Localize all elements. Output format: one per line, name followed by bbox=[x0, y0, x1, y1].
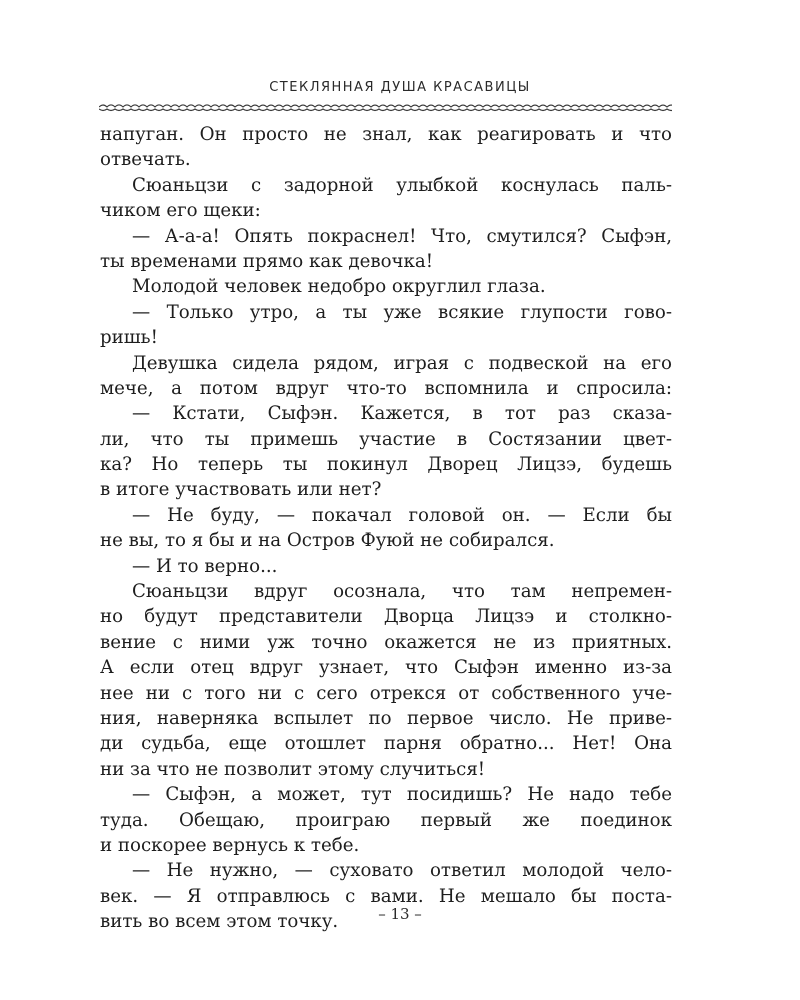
text-line: отвечать. bbox=[100, 149, 191, 171]
text-line: нее ни с того ни с сего отрекся от собственного уче- bbox=[100, 682, 672, 704]
text-line: — Не буду, — покачал головой он. — Если бы bbox=[132, 504, 672, 526]
text-line: — Не нужно, — суховато ответил молодой чело- bbox=[132, 860, 672, 882]
running-header: СТЕКЛЯННАЯ ДУША КРАСАВИЦЫ bbox=[269, 80, 531, 95]
text-line: ни за что не позволит этому случиться! bbox=[100, 758, 486, 780]
text-line: Молодой человек недобро округлил глаза. bbox=[132, 276, 546, 298]
text-line: — И то верно... bbox=[132, 555, 278, 577]
text-line: Сюаньцзи вдруг осознала, что там непремен- bbox=[132, 581, 672, 603]
page-number: – 13 – bbox=[378, 905, 422, 923]
text-line: но будут представители Дворца Лицзэ и столкно- bbox=[100, 606, 672, 628]
text-line: не вы, то я бы и на Остров Фуюй не собирался. bbox=[100, 530, 555, 552]
text-line: ка? Но теперь ты покинул Дворец Лицзэ, будешь bbox=[100, 454, 672, 476]
text-line: чиком его щеки: bbox=[100, 200, 261, 222]
header-wavy-rule bbox=[99, 100, 672, 114]
text-line: ди судьба, еще отошлет парня обратно... Нет! Она bbox=[100, 733, 672, 755]
text-line: вить во всем этом точку. bbox=[100, 911, 339, 933]
text-line: туда. Обещаю, проиграю первый же поединок bbox=[100, 809, 672, 831]
text-line: ришь! bbox=[100, 327, 158, 349]
text-line: А если отец вдруг узнает, что Сыфэн именно из-за bbox=[100, 657, 672, 679]
text-line: Девушка сидела рядом, играя с подвеской на его bbox=[132, 352, 672, 374]
page-body bbox=[100, 122, 672, 935]
text-line: — А-а-а! Опять покраснел! Что, смутился? Сыфэн, bbox=[132, 225, 672, 247]
text-line: и поскорее вернусь к тебе. bbox=[100, 834, 360, 856]
text-line: ли, что ты примешь участие в Состязании цвет- bbox=[100, 428, 672, 450]
text-line: вение с ними уж точно окажется не из приятных. bbox=[100, 631, 672, 653]
text-line: Сюаньцзи с задорной улыбкой коснулась паль- bbox=[132, 174, 672, 196]
text-line: — Сыфэн, а может, тут посидишь? Не надо тебе bbox=[132, 784, 672, 806]
text-line: ты временами прямо как девочка! bbox=[100, 250, 434, 272]
text-line: мече, а потом вдруг что-то вспомнила и спросила: bbox=[100, 377, 672, 399]
text-line: — Кстати, Сыфэн. Кажется, в тот раз сказа- bbox=[132, 403, 672, 425]
text-line: напуган. Он просто не знал, как реагировать и что bbox=[100, 124, 672, 145]
text-line: — Только утро, а ты уже всякие глупости гово- bbox=[132, 301, 672, 323]
text-line: век. — Я отправлюсь с вами. Не мешало бы постa- bbox=[100, 885, 672, 907]
text-line: в итоге участвовать или нет? bbox=[100, 479, 382, 501]
text-line: ния, наверняка вспылет по первое число. Не приве- bbox=[100, 707, 672, 729]
